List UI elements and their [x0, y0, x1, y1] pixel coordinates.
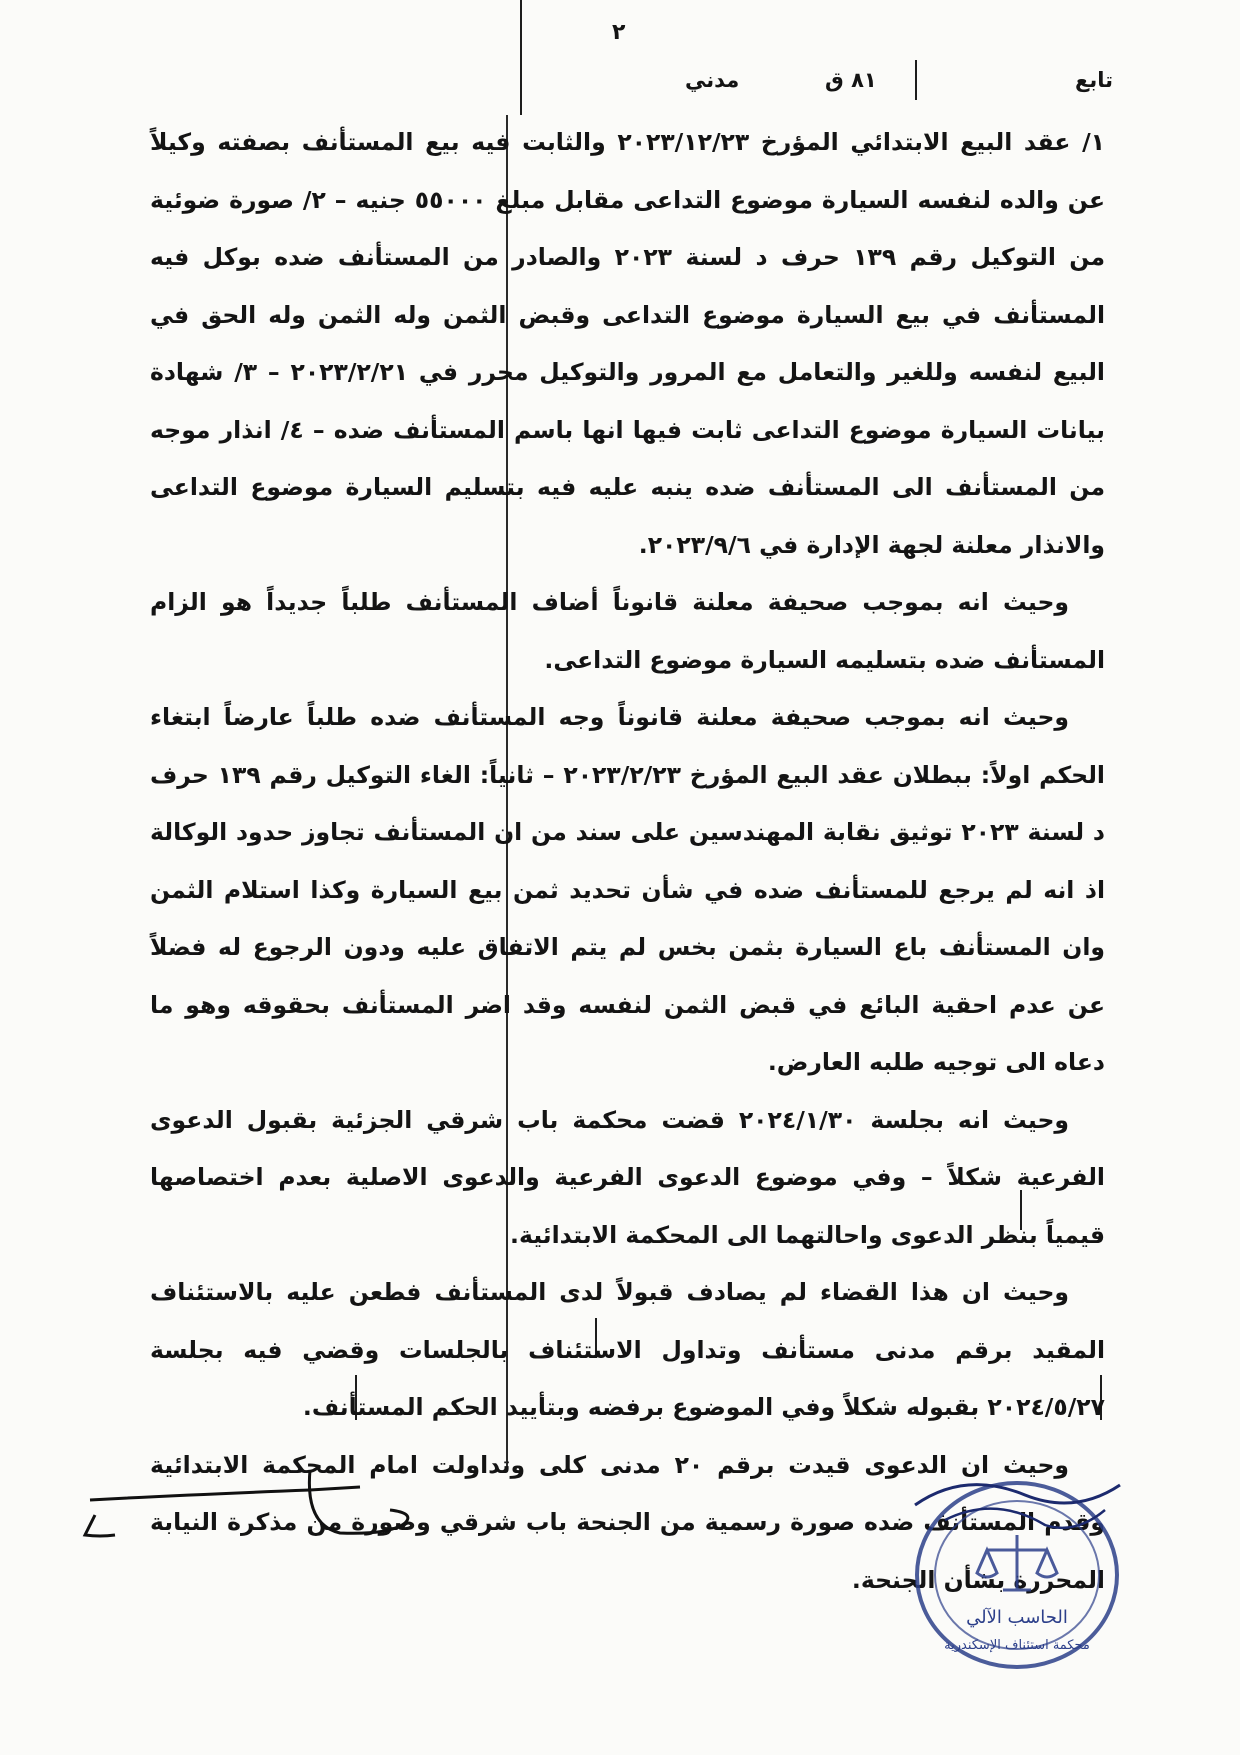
- margin-line-header: [915, 60, 917, 100]
- court-seal-stamp: [905, 1465, 1130, 1675]
- paragraph-counterclaim: وحيث انه بموجب صحيفة معلنة قانوناً وجه المستأنف ضده طلباً عارضاً ابتغاء الحكم اولاً: ببطلان عقد البيع المؤرخ ٢٠٢٣/٢/٢٣ – ثانياً: الغاء التوكيل رقم ١٣٩ حرف د لسنة ٢٠٢٣ توثيق نقابة المهندسين على سند من ان المستأنف تجاوز حدود الوكالة اذ انه لم يرجع للمستأنف ضده في شأن تحديد ثمن بيع السيارة وكذا استلام الثمن وان المستأنف باع السيارة بثمن بخس لم يتم الاتفاق عليه ودون الرجوع له فضلاً عن عدم احقية البائع في قبض الثمن لنفسه وقد اضر المستأنف بحقوقه وهو ما دعاه الى توجيه طلبه العارض.: [150, 703, 1105, 1076]
- paragraph-first-instance-ruling: وحيث انه بجلسة ٢٠٢٤/١/٣٠ قضت محكمة باب شرقي الجزئية بقبول الدعوى الفرعية شكلاً – وفي موضوع الدعوى الفرعية والدعوى الاصلية بعدم اختصاصها قيمياً بنظر الدعوى واحالتهما الى المحكمة الابتدائية.: [150, 1105, 1105, 1249]
- fold-line-top: [520, 0, 522, 115]
- case-type: مدني: [685, 68, 740, 92]
- stamp-text-top: الحاسب الآلي: [966, 1607, 1068, 1628]
- paragraph-documents: ١/ عقد البيع الابتدائي المؤرخ ٢٠٢٣/١٢/٢٣ والثابت فيه بيع المستأنف بصفته وكيلاً عن والده لنفسه السيارة موضوع التداعى مقابل مبلغ ٥٥٠٠٠ جنيه – ٢/ صورة ضوئية من التوكيل رقم ١٣٩ حرف د لسنة ٢٠٢٣ والصادر من المستأنف ضده بوكل فيه المستأنف في بيع السيارة موضوع التداعى وقبض الثمن وله الثمن وله الحق في البيع لنفسه وللغير والتعامل مع المرور والتوكيل محرر في ٢٠٢٣/٢/٢١ – ٣/ شهادة بيانات السيارة موضوع التداعى ثابت فيها انها باسم المستأنف ضده – ٤/ انذار موجه من المستأنف الى المستأنف ضده ينبه عليه فيه بتسليم السيارة موضوع التداعى والانذار معلنة لجهة الإدارة في ٢٠٢٣/٩/٦.: [150, 128, 1105, 559]
- paragraph-case-registration: وحيث ان الدعوى قيدت برقم ٢٠ مدنى كلى وتداولت امام المحكمة الابتدائية وقدم المستأنف ضده صورة رسمية من الجنحة باب شرقي وصورة من مذكرة النيابة المحررة بشأن الجنحة.: [150, 1450, 1105, 1594]
- stamp-text-bottom: محكمة استئناف الإسكندرية: [944, 1638, 1090, 1653]
- paragraph-appeal: وحيث ان هذا القضاء لم يصادف قبولاً لدى المستأنف فطعن عليه بالاستئناف المقيد برقم مدنى مستأنف وتداول الاستئناف بالجلسات وقضي فيه بجلسة ٢٠٢٤/٥/٢٧ بقبوله شكلاً وفي الموضوع برفضه وبتأييد الحكم المستأنف.: [150, 1278, 1105, 1421]
- paragraph-new-request: وحيث انه بموجب صحيفة معلنة قانوناً أضاف المستأنف طلباً جديداً هو الزام المستأنف ضده بتسليمه السيارة موضوع التداعى.: [150, 588, 1105, 674]
- page-number: ٢: [612, 20, 626, 45]
- continuation-label: تابع: [1075, 68, 1114, 92]
- handwritten-signature: [60, 1465, 420, 1565]
- case-reference: ٨١ ق: [825, 68, 877, 92]
- judgment-body: [150, 114, 1105, 1609]
